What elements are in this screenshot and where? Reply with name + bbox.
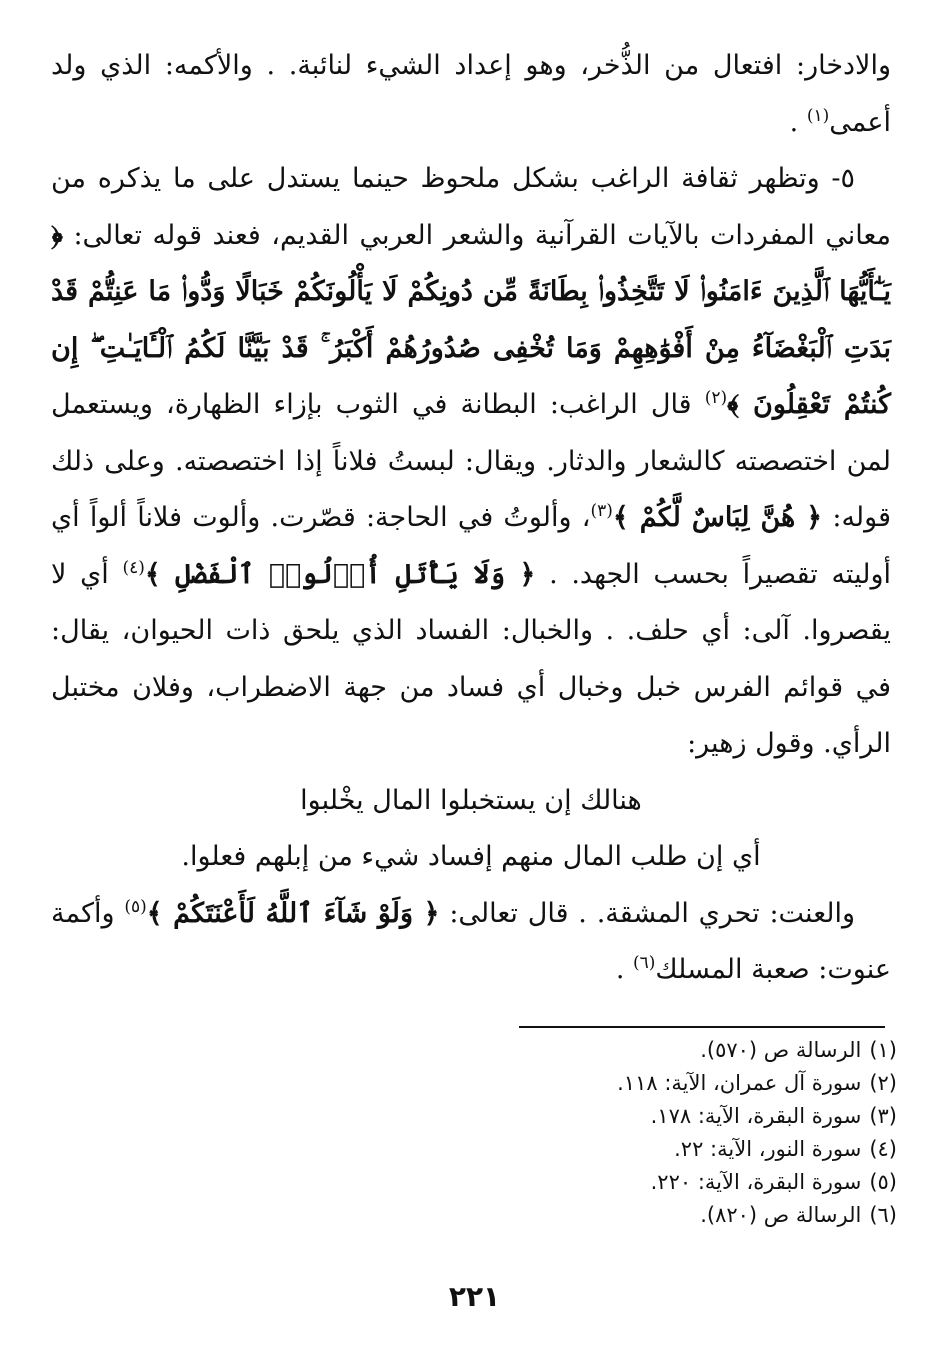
- footnote-text: الرسالة ص (٥٧٠).: [700, 1038, 862, 1062]
- paragraph-definitions: [51, 38, 891, 151]
- footnote-item: [397, 1133, 897, 1166]
- footnote-number: (٣): [869, 1104, 897, 1128]
- footnote-item: [397, 1067, 897, 1100]
- footnote-ref: (٤): [122, 557, 145, 578]
- paragraph-text: ، وألوتُ في الحاجة: قصّرت. وألوت فلاناً ألواً أي أوليته تقصيراً بحسب الجهد. .: [51, 502, 891, 590]
- paragraph-text: ٥- وتظهر ثقافة الراغب بشكل ملحوظ حينما يستدل على ما يذكره من معاني المفردات بالآيات القرآنية والشعر العربي القديم، فعند قوله تعالى:: [51, 163, 891, 251]
- paragraph-end: .: [615, 954, 625, 985]
- footnote-item: [397, 1034, 897, 1067]
- paragraph-anat: [51, 886, 891, 999]
- footnote-item: [397, 1166, 897, 1199]
- footnote-text: سورة البقرة، الآية: ٢٢٠.: [650, 1170, 862, 1194]
- footnote-number: (٥): [869, 1170, 897, 1194]
- footnote-text: سورة النور، الآية: ٢٢.: [674, 1137, 862, 1161]
- footnote-text: سورة البقرة، الآية: ١٧٨.: [650, 1104, 862, 1128]
- footnote-ref: (٥): [124, 896, 147, 917]
- footnote-ref: (٣): [590, 501, 613, 521]
- footnote-number: (٢): [869, 1071, 897, 1095]
- quran-quote: ﴿ وَلَوْ شَآءَ ٱللَّهُ لَأَعْنَتَكُمْ ﴾: [146, 897, 440, 929]
- paragraph-text: قال الراغب: البطانة في الثوب بإزاء الظهارة، ويستعمل لمن اختصصته كالشعار والدثار. ويقال: لبستُ فلاناً إذا اختصصته. وعلى ذلك قوله:: [51, 389, 891, 533]
- quran-quote: ﴿ يَـٰٓأَيُّهَا ٱلَّذِينَ ءَامَنُوا۟ لَا تَتَّخِذُوا۟ بِطَانَةً مِّن دُونِكُمْ لَا يَأْلُونَكُمْ خَبَالًا وَدُّوا۟ مَا عَنِتُّمْ قَدْ بَدَتِ ٱلْبَغْضَآءُ مِنْ أَفْوَٰهِهِمْ وَمَا تُخْفِى صُدُورُهُمْ أَكْبَرُ ۚ قَدْ بَيَّنَّا لَكُمُ ٱلْـَٔايَـٰتِ ۖ إِن كُنتُمْ تَعْقِلُونَ ﴾: [51, 219, 891, 420]
- footnote-ref: (١): [806, 105, 830, 126]
- verse-explanation: أي إن طلب المال منهم إفساد شيء من إبلهم فعلوا.: [181, 841, 761, 872]
- paragraph-end: .: [789, 106, 799, 138]
- paragraph-text: والعنت: تحري المشقة. . قال تعالى:: [449, 897, 855, 929]
- footnote-item: [397, 1199, 897, 1232]
- paragraph-text: وأكمة عنوت: صعبة المسلك: [51, 897, 891, 985]
- footnote-divider: [519, 1026, 885, 1028]
- quran-quote: ﴿ هُنَّ لِبَاسٌ لَّكُمْ ﴾: [612, 502, 823, 533]
- page-number: ٢٢١: [448, 1280, 501, 1313]
- footnote-ref: (٦): [633, 953, 656, 973]
- footnote-number: (٤): [869, 1137, 897, 1161]
- footnote-text: الرسالة ص (٨٢٠).: [700, 1203, 862, 1227]
- paragraph-culture: [51, 151, 891, 773]
- poetry-verse: هنالك إن يستخبلوا المال يخْلبوا: [300, 784, 642, 816]
- footnote-text: سورة آل عمران، الآية: ١١٨.: [617, 1071, 862, 1095]
- footnote-number: (٦): [869, 1203, 897, 1227]
- footnote-ref: (٢): [704, 388, 728, 408]
- main-text: [51, 38, 891, 999]
- footnote-item: [397, 1100, 897, 1133]
- paragraph-text: والادخار: افتعال من الذُّخر، وهو إعداد الشيء لنائبة. . والأكمه: الذي ولد أعمى: [51, 50, 891, 138]
- footnotes-list: [397, 1034, 897, 1232]
- quran-quote: ﴿ وَلَا يَأْتَلِ أُو۟لُوا۟ ٱلْفَضْلِ ﴾: [144, 558, 536, 590]
- paragraph-text: أي لا يقصروا. آلى: أي حلف. . والخبال: الفساد الذي يلحق ذات الحيوان، يقال: في قوائم الفرس خبل وخبال أي فساد من جهة الاضطراب، وفلان مختبل الرأي. وقول زهير:: [51, 558, 891, 759]
- footnote-number: (١): [869, 1038, 897, 1062]
